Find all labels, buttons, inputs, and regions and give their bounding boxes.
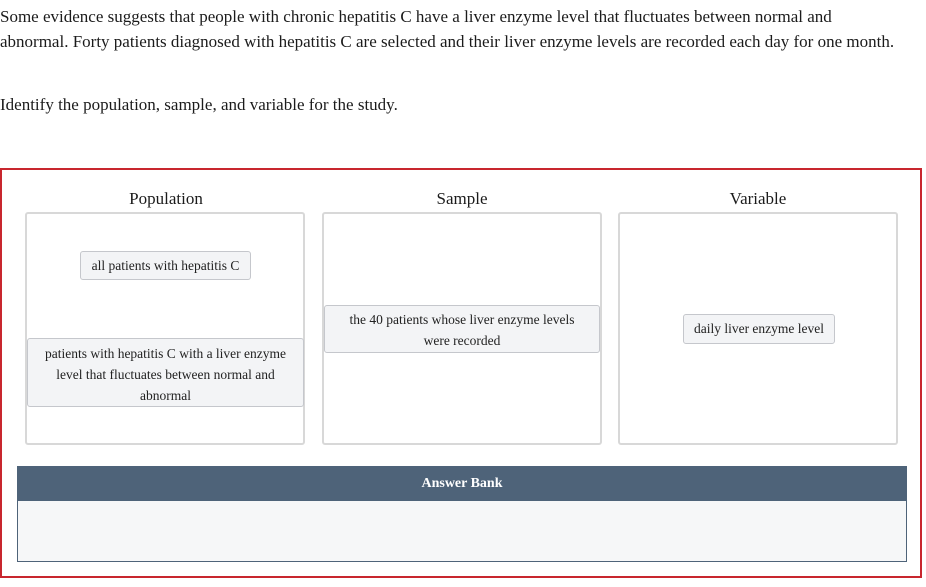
question-instruction: Identify the population, sample, and variable for the study. (0, 95, 398, 114)
answer-chip[interactable]: patients with hepatitis C with a liver enzyme level that fluctuates between normal and abnormal (27, 338, 304, 407)
question-text: Some evidence suggests that people with chronic hepatitis C have a liver enzyme level that fluctuates between normal and abnormal. Forty patients diagnosed with hepatitis C are selected and their liver enzyme levels are recorded each day for one month. (0, 7, 895, 51)
answer-chip[interactable]: the 40 patients whose liver enzyme levels were recorded (324, 305, 600, 353)
answer-chip[interactable]: daily liver enzyme level (683, 314, 835, 344)
sample-header: Sample (436, 189, 488, 208)
population-drop-zone[interactable] (25, 212, 305, 445)
answer-bank-area[interactable] (17, 501, 907, 562)
answer-chip[interactable]: all patients with hepatitis C (80, 251, 251, 280)
population-header: Population (129, 189, 203, 208)
answer-bank-header: Answer Bank (17, 466, 907, 501)
variable-header: Variable (729, 189, 787, 208)
